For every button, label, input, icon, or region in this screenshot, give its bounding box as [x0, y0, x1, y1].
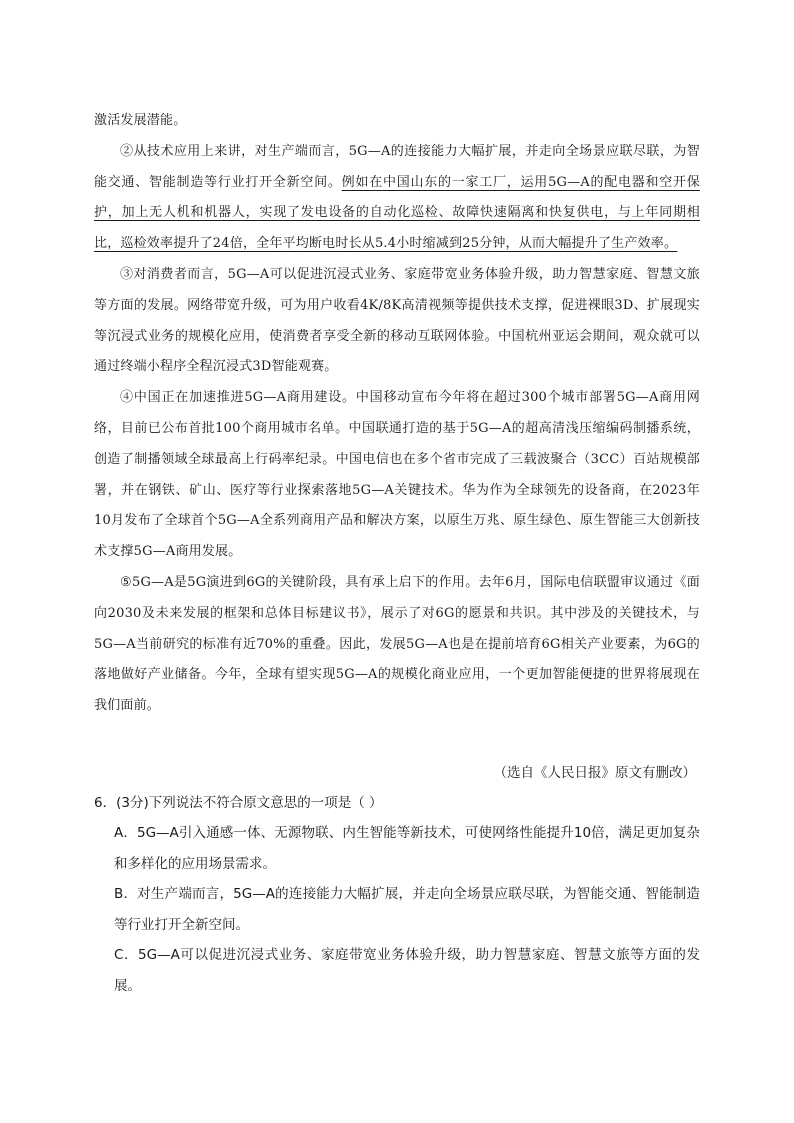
underlined-example: 例如在中国山东的一家工厂，运用5G—A的配电器和空开保护，加上无人机和机器人，实现了发电设备的自动化巡检、故障快速隔离和快复供电，与上年同期相比，巡检效率提升了24倍，全年平均断电时长从5.4小时缩减到25分钟，从而大幅提升了生产效率。: [94, 174, 700, 252]
paragraph-4: ④中国正在加速推进5G—A商用建设。中国移动宣布今年将在超过300个城市部署5G—A商用网络，目前已公布首批100个商用城市名单。中国联通打造的基于5G—A的超高清浅压缩编码制播系统，创造了制播领域全球最高上行码率纪录。中国电信也在多个省市完成了三载波聚合（3CC）百站规模部署，并在钢铁、矿山、医疗等行业探索落地5G—A关键技术。华为作为全球领先的设备商，在2023年10月发布了全球首个5G—A全系列商用产品和解决方案，以原生万兆、原生绿色、原生智能三大创新技术支撑5G—A商用发展。: [94, 390, 700, 560]
question-stem: 6．(3分)下列说法不符合原文意思的一项是（ ）: [94, 795, 383, 811]
question-6: [94, 788, 700, 1001]
paragraph-5: ⑤5G—A是5G演进到6G的关键阶段，具有承上启下的作用。去年6月，国际电信联盟审议通过《面向2030及未来发展的框架和总体目标建议书》，展示了对6G的愿景和共识。其中涉及的关键技术，与5G—A当前研究的标准有近70%的重叠。因此，发展5G—A也是在提前培育6G相关产业要素，为6G的落地做好产业储备。今年，全球有望实现5G—A的规模化商业应用，一个更加智能便捷的世界将展现在我们面前。: [94, 574, 700, 714]
option-a[interactable]: A．5G—A引入通感一体、无源物联、内生智能等新技术，可使网络性能提升10倍，满足更加复杂和多样化的应用场景需求。: [114, 825, 700, 872]
option-b[interactable]: B．对生产端而言，5G—A的连接能力大幅扩展，并走向全场景应联尽联，为智能交通、智能制造等行业打开全新空间。: [114, 886, 700, 933]
option-c[interactable]: C．5G—A可以促进沉浸式业务、家庭带宽业务体验升级，助力智慧家庭、智慧文旅等方面的发展。: [114, 947, 700, 994]
article-source: （选自《人民日报》原文有删改）: [493, 765, 696, 781]
paragraph-continuation: 激活发展潜能。: [94, 113, 187, 128]
paragraph-2: [94, 137, 700, 260]
article-body: [94, 106, 700, 722]
paragraph-3: ③对消费者而言，5G—A可以促进沉浸式业务、家庭带宽业务体验升级，助力智慧家庭、智慧文旅等方面的发展。网络带宽升级，可为用户收看4K/8K高清视频等提供技术支撑，促进裸眼3D、扩展现实等沉浸式业务的规模化应用，使消费者享受全新的移动互联网体验。中国杭州亚运会期间，观众就可以通过终端小程序全程沉浸式3D智能观赛。: [94, 266, 700, 375]
paragraph-2-text: ②从技术应用上来讲，对生产端而言，5G—A的连接能力大幅扩展，并走向全场景应联尽联，为智能交通、智能制造等行业打开全新空间。: [94, 143, 700, 190]
